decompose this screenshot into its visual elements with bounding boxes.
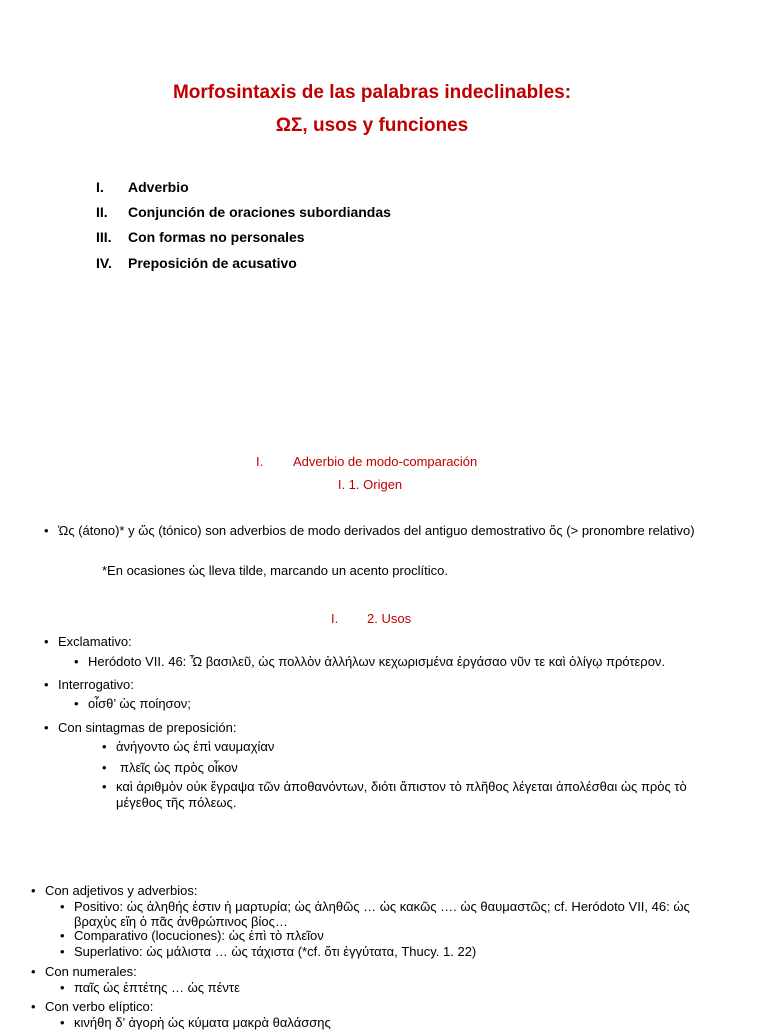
list-item: καὶ ἀριθμὸν οὐκ ἔγραψα τῶν ἀποθανόντων, διότι ἄπιστον τὸ πλῆθος λέγεται ἀπολέσθαι ὡς πρὸς τὸ μέγεθος τῆς πόλεως. (116, 779, 687, 810)
toc-label: Conjunción de oraciones subordiandas (128, 204, 391, 220)
page-subtitle: ΩΣ, usos y funciones (275, 115, 469, 136)
bullet-icon: • (60, 980, 65, 995)
list-item: Con numerales: (45, 964, 137, 979)
section-number: I. (256, 454, 264, 469)
bullet-icon: • (102, 760, 107, 775)
bullet-icon: • (44, 523, 49, 538)
bullet-icon: • (74, 696, 79, 711)
list-item: Comparativo (locuciones): ὡς ἐπὶ τὸ πλεῖον (74, 928, 324, 943)
bullet-icon: • (102, 779, 107, 794)
bullet-icon: • (44, 677, 49, 692)
origen-text: Ὡς (átono)* y ὥς (tónico) son adverbios de modo derivados del antiguo demostrativo ὅς (> pronombre relativo) (58, 523, 695, 538)
list-item: ἀνήγοντο ὡς ἐπὶ ναυμαχίαν (116, 739, 275, 754)
bullet-icon: • (44, 634, 49, 649)
bullet-icon: • (31, 964, 36, 979)
list-item: Positivo: ὡς ἀληθής ἐστιν ἡ μαρτυρία; ὡς ἀληθῶς … ὡς κακῶς …. ὡς θαυμαστῶς; cf. Heródoto VII, 46: ὡς βραχὺς εἴη ὁ πᾶς ἀνθρώπινος βίος… (74, 899, 690, 929)
toc-number: I. (96, 179, 104, 195)
toc-number: III. (96, 229, 112, 245)
list-item: κινήθη δ’ ἀγορὴ ὡς κύματα μακρὰ θαλάσσης (74, 1015, 331, 1030)
section-heading: Adverbio de modo-comparación (293, 454, 478, 469)
usos-number: I. (331, 611, 339, 626)
list-item: πλεῖς ὡς πρὸς οἶκον (120, 760, 238, 775)
list-item: Con sintagmas de preposición: (58, 720, 237, 735)
toc-label: Con formas no personales (128, 229, 305, 245)
toc-label: Adverbio (128, 179, 189, 195)
bullet-icon: • (60, 899, 65, 914)
bullet-icon: • (60, 944, 65, 959)
toc-number: II. (96, 204, 108, 220)
bullet-icon: • (31, 999, 36, 1014)
toc-label: Preposición de acusativo (128, 255, 297, 271)
bullet-icon: • (102, 739, 107, 754)
bullet-icon: • (44, 720, 49, 735)
page-title: Morfosintaxis de las palabras indeclinables: (172, 82, 572, 103)
list-item: Heródoto VII. 46: Ὦ βασιλεῦ, ὡς πολλὸν ἀλλήλων κεχωρισμένα ἐργάσαο νῦν τε καὶ ὀλίγῳ πρότερον. (88, 654, 666, 669)
list-item: Exclamativo: (58, 634, 132, 649)
origen-note: *En ocasiones ὡς lleva tilde, marcando un acento proclítico. (102, 563, 448, 578)
bullet-icon: • (60, 1015, 65, 1030)
list-item: Superlativo: ὡς μάλιστα … ὡς τάχιστα (*cf. ὅτι ἐγγύτατα, Thucy. 1. 22) (74, 944, 477, 959)
bullet-icon: • (74, 654, 79, 669)
bullet-icon: • (60, 928, 65, 943)
toc-number: IV. (96, 255, 112, 271)
section-subheading: I. 1. Origen (337, 477, 403, 492)
list-item: παῖς ὡς ἑπτέτης … ὡς πέντε (74, 980, 240, 995)
list-item: Con adjetivos y adverbios: (45, 883, 198, 898)
list-item: Interrogativo: (58, 677, 134, 692)
usos-heading: 2. Usos (367, 611, 412, 626)
list-item: οἶσθ’ ὡς ποίησον; (88, 696, 191, 711)
bullet-icon: • (31, 883, 36, 898)
list-item: Con verbo elíptico: (45, 999, 154, 1014)
